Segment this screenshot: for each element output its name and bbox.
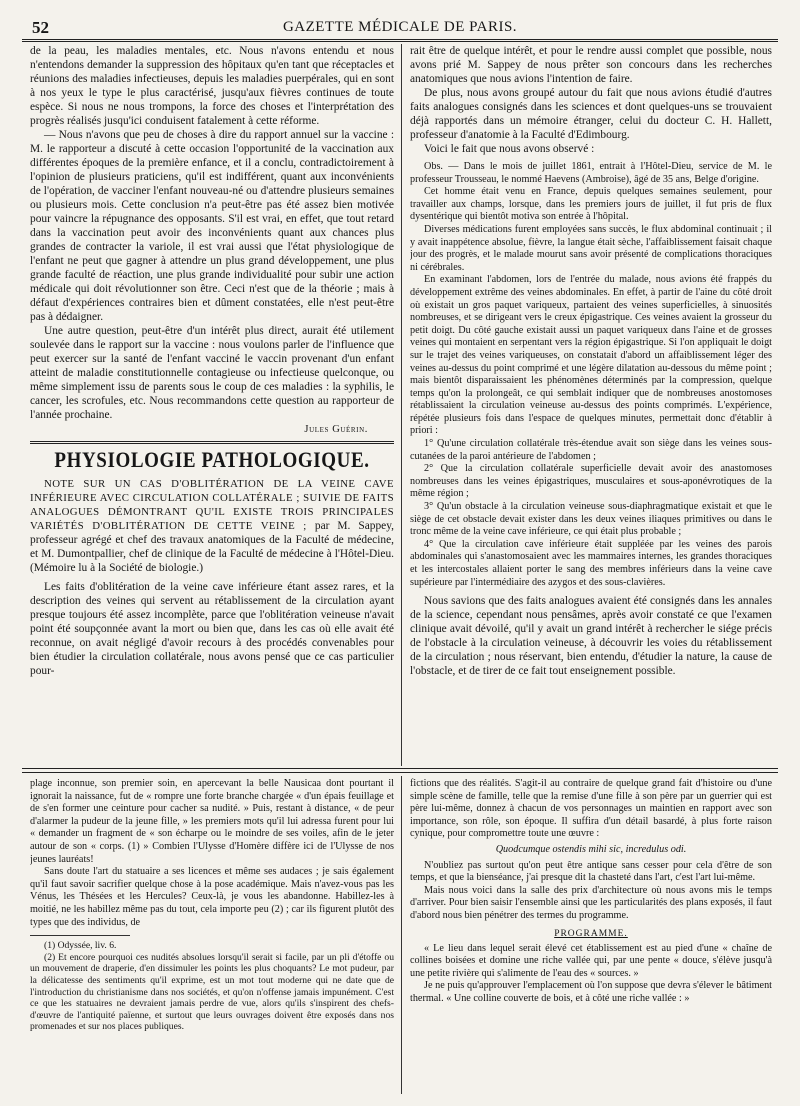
- column-divider: [401, 776, 402, 1094]
- feuilleton-rule: [22, 768, 778, 769]
- article-lead: [30, 477, 394, 575]
- header-rule: [22, 39, 778, 42]
- journal-title: GAZETTE MÉDICALE DE PARIS.: [282, 19, 518, 35]
- paragraph: Mais nous voici dans la salle des prix d'architecture où nous avons mis le temps d'arriver. Pour bien saisir l'ensemble ainsi que les particularités des plans exposés, il faut d'abord nous bien pénétrer des termes du programme.: [410, 884, 772, 921]
- paragraph: N'oubliez pas surtout qu'on peut être antique sans cesser pour cela d'être de son temps, et que la bienséance, j'ai presque dit la chasteté dans l'art, c'est l'art lui-même.: [410, 859, 772, 884]
- observation-paragraph: Diverses médications furent employées sans succès, le flux abdominal continuait ; il y avait inappétence absolue, fièvre, la langue était sèche, l'affaiblissement faisait chaque jour des progrès, et le malade mourut sans avoir présenté de complications thoraciques ni cérébrales.: [410, 223, 772, 273]
- paragraph: Sans doute l'art du statuaire a ses licences et même ses audaces ; je sais également qu'il faut savoir sacrifier quelque chose à la pose académique. Mais n'avez-vous pas les Vénus, les Thésées et les Hercules? Ceux-là, je vous les abandonne. Habillez-les à moitié, ne les habillez même pas du tout, cela importe peu (2) ; car ils figurent plutôt des types que des individus, de: [30, 866, 394, 928]
- observation-point: 2° Que la circulation collatérale superficielle devait avoir des anastomoses nombreuses dans les veines épigastriques, musculaires et sous-aponévrotiques de la même région ;: [410, 463, 772, 500]
- paragraph: — Nous n'avons que peu de choses à dire du rapport annuel sur la vaccine : M. le rapporteur a discuté à cette occasion l'opportunité de la vaccination aux différentes époques de la première enfance, et il a conclu, contradictoirement à l'opinion de plusieurs praticiens, qu'il est indifférent, quant aux inconvénients de l'opération, de vacciner l'enfant nouveau-né ou d'attendre plusieurs semaines ou plusieurs mois. Cette conclusion n'a peut-être pas été assez bien motivée pour vaincre la répugnance des opposants. S'il est vrai, en effet, que tout retard dans la vaccination peut avoir des inconvénients quant aux chances plus grandes de contracter la variole, il est vrai aussi que l'état physiologique de l'enfant ne peut que gagner à attendre un plus grand développement, une plus grande faculté de réaction, une plus grande individualité pour subir une action médicale qui doit révolutionner son être. Ceci n'est que de la théorie ; mais à défaut d'expériences contraires bien et dûment constatées, elle n'est peut-être pas à dédaigner.: [30, 129, 394, 323]
- footnote: (1) Odyssée, liv. 6.: [44, 940, 117, 952]
- paragraph: De plus, nous avons groupé autour du fait que nous avions étudié d'autres faits analogues consignés dans les sciences et dont quelques-uns se trouvaient déjà rapportés dans un mémoire étranger, celui du docteur C. H. Hallett, professeur d'anatomie à la Faculté d'Edimbourg.: [410, 87, 772, 141]
- column-divider: [401, 44, 402, 766]
- page-header: [22, 16, 778, 38]
- paragraph: Les faits d'oblitération de la veine cave inférieure étant assez rares, et la description des veines qui servent au rétablissement de la circulation ayant presque toujours été assez incomplète, parce que l'oblitération veineuse n'avait point été soupçonnée avant la mort ou bien que, dans les cas où elle avait été reconnue, on avait négligé d'avoir recours à des procédés convenables pour bien étudier la circulation collatérale, nous avons pensé que ce cas particulier pour-: [30, 581, 394, 677]
- left-column: [30, 44, 394, 764]
- paragraph: de la peau, les maladies mentales, etc. Nous n'avons entendu et nous n'entendons demander la suppression des hôpitaux qu'en tant que réceptacles et réunions des maladies infectieuses, depuis les maladies puerpérales, qui en sont à nos yeux le type le plus caractérisé, jusqu'aux fièvres continues de toute espèce. Si nous ne nous trompons, la force des choses et l'interprétation des progrès réalisés jusqu'ici conduisent fatalement à cette réforme.: [30, 45, 394, 127]
- observation-point: 1° Qu'une circulation collatérale très-étendue avait son siège dans les veines sous-cutanées de la paroi antérieure de l'abdomen ;: [410, 438, 772, 462]
- paragraph: Nous savions que des faits analogues avaient été consignés dans les annales de la science, cependant nous pensâmes, après avoir constaté ce que l'examen clinique avait dévoilé, qu'il y avait un grand intérêt à rechercher le siége précis de l'obstacle à la circulation veineuse, à découvrir les voies du rétablissement de la circulation ; nous réservant, bien entendu, d'étudier la nature, la cause de l'obstacle, et de tirer de ce fait tout enseignement possible.: [410, 595, 772, 678]
- feuilleton-left-column: [30, 778, 394, 1094]
- article-lead-authors: par M. Sappey, professeur agrégé et chef des travaux anatomiques de la Faculté de médecine, et M. Dumontpallier, chef de clinique de la Faculté de médecine à l'Hôtel-Dieu. (Mémoire lu à la Société de biologie.): [30, 520, 394, 574]
- page-number: 52: [32, 18, 49, 37]
- section-title: PHYSIOLOGIE PATHOLOGIQUE.: [54, 448, 370, 473]
- paragraph: rait être de quelque intérêt, et pour le rendre aussi complet que possible, nous avons prié M. Sappey de nous prêter son concours dans les recherches anatomiques que nous avions l'intention de faire.: [410, 45, 772, 85]
- programme-title: PROGRAMME.: [554, 928, 628, 939]
- paragraph: fictions que des réalités. S'agit-il au contraire de quelque grand fait d'histoire ou d'une simple scène de famille, telle que la remise d'une fille à son père par un guerrier qui est père lui-même, donnez à chacun de vos personnages un maintien en rapport avec son importance, son rôle, son époque. Il suffira d'un détail basardé, à plus forte raison cynique, pour compromettre toute une œuvre :: [410, 778, 772, 840]
- section-divider: [30, 441, 394, 444]
- paragraph: plage inconnue, son premier soin, en apercevant la belle Nausicaa dont pourtant il ignorait la naissance, fut de « rompre une forte branche chargée « d'un épais feuillage et de s'en former une ceinture pour cacher sa nudité. » Puis, restant à distance, « de peur d'alarmer la pudeur de la jeune fille, » les premiers mots qu'il lui adressa furent pour lui « demander un fragment de « son écharpe ou le moindre de ses voiles, afin de le jeter autour de son « corps. (1) » Combien l'Ulysse d'Homère diffère ici de l'Ulysse de nos jeunes lauréats!: [30, 778, 394, 865]
- feuilleton-rule: [22, 772, 778, 773]
- feuilleton-right-column: [410, 778, 772, 1094]
- observation-paragraph: En examinant l'abdomen, lors de l'entrée du malade, nous avions été frappés du développement extrême des veines abdominales. En effet, à partir de l'aine du côté droit où existait un gros paquet variqueux, partaient des veines superficielles, à sinuosités nombreuses, et se dirigeant vers le creux épigastrique. Ces veines avaient la grosseur du petit doigt. Du côté gauche existait aussi un paquet variqueux dans l'aine et de grosses veines qui montaient en serpentant vers la région épigastrique. Si l'on appliquait le doigt sur le trajet des veines variqueuses, on constatait d'abord un affaiblissement léger des veines au-dessus du point comprimé et une légère dilatation au-dessous du même point ; mais bientôt disparaissaient les phénomènes déterminés par la compression, quelque temps qu'on la prolongeât, ce qui semblait indiquer que de nombreuses anostomoses rétablissaient la circulation veineuse au-dessus des points comprimés. L'expérience, répétée plusieurs fois dans l'espace de quelques minutes, permettait donc d'établir à priori :: [410, 274, 772, 437]
- author-signature: Jules Guérin.: [304, 424, 368, 435]
- footnote: (2) Et encore pourquoi ces nudités absolues lorsqu'il serait si facile, par un pli d'étoffe ou un mouvement de draperie, d'en dissimuler les points les plus choquants? Le mot pudeur, par la délicatesse des sentiments qu'il exprime, est un mot tout moderne qui ne date que de l'introduction du christianisme dans nos sociétés, et qu'on n'offense jamais impunément. C'est ce que les statuaires ne devraient jamais perdre de vue, alors qu'ils s'inspirent des chefs-d'œuvre de l'antiquité païenne, et surtout que leurs ouvrages doivent être exposés dans nos promenades et sur nos places publiques.: [30, 951, 394, 1033]
- latin-quote: Quodcumque ostendis mihi sic, incredulus odi.: [495, 843, 687, 855]
- observation-paragraph: Obs. — Dans le mois de juillet 1861, entrait à l'Hôtel-Dieu, service de M. le professeur Trousseau, le nommé Haevens (Ambroise), âgé de 35 ans, Belge d'origine.: [410, 161, 772, 185]
- observation-point: 3° Qu'un obstacle à la circulation veineuse sous-diaphragmatique existait et que le siège de cet obstacle devait exister dans les deux veines iliaques primitives ou dans le tronc même de la veine cave inférieure, ce qui était plus probable ;: [410, 501, 772, 538]
- observation-point: 4° Que la circulation cave inférieure était suppléée par les veines des parois abdominales qui s'anastomosaient avec les mammaires internes, les grandes thoraciques et les intercostales allaient porter le sang des membres inférieurs dans la veine cave supérieure par l'intermédiaire des azygos et des sous-clavières.: [410, 538, 772, 588]
- paragraph: Voici le fait que nous avons observé :: [424, 143, 595, 155]
- paragraph: Une autre question, peut-être d'un intérêt plus direct, aurait été utilement soulevée dans le rapport sur la vaccine : nous voulons parler de l'influence que peut exercer sur la santé de l'enfant vacciné le vaccin provenant d'un enfant atteint de maladie constitutionnelle contagieuse ou infectieuse quelconque, ou même simplement issu de parents sous le coup de ces maladies : la syphilis, le cancer, les scrofules, etc. Nous recommandons cette question au rapporteur de l'année prochaine.: [30, 325, 394, 421]
- footnote-rule: [30, 935, 130, 936]
- observation-paragraph: Cet homme était venu en France, depuis quelques semaines seulement, pour travailler aux champs, lorsque, dans les premiers jours de juillet, il fut pris de flux dysentérique qui bientôt motiva son entrée à l'hôpital.: [410, 186, 772, 223]
- right-column: [410, 44, 772, 764]
- paragraph: Je ne puis qu'approuver l'emplacement où l'on suppose que devra s'élever le bâtiment thermal. « Une colline couverte de bois, et à côté une riche vallée : »: [410, 980, 772, 1004]
- paragraph: « Le lieu dans lequel serait élevé cet établissement est au pied d'une « chaîne de collines boisées et domine une riche vallée qui, par une pente « douce, s'élève jusqu'à une petite rivière qui s'alimente de l'eau des « sources. »: [410, 942, 772, 979]
- article-lead-caps: NOTE SUR UN CAS D'OBLITÉRATION DE LA VEINE CAVE INFÉRIEURE AVEC CIRCULATION COLLATÉRALE ; SUIVIE DE FAITS ANALOGUES DÉMONTRANT QU'IL EXISTE TROIS PRINCIPALES VARIÉTÉS D'OBLITÉRATION DE CETTE VEINE ;: [30, 478, 394, 532]
